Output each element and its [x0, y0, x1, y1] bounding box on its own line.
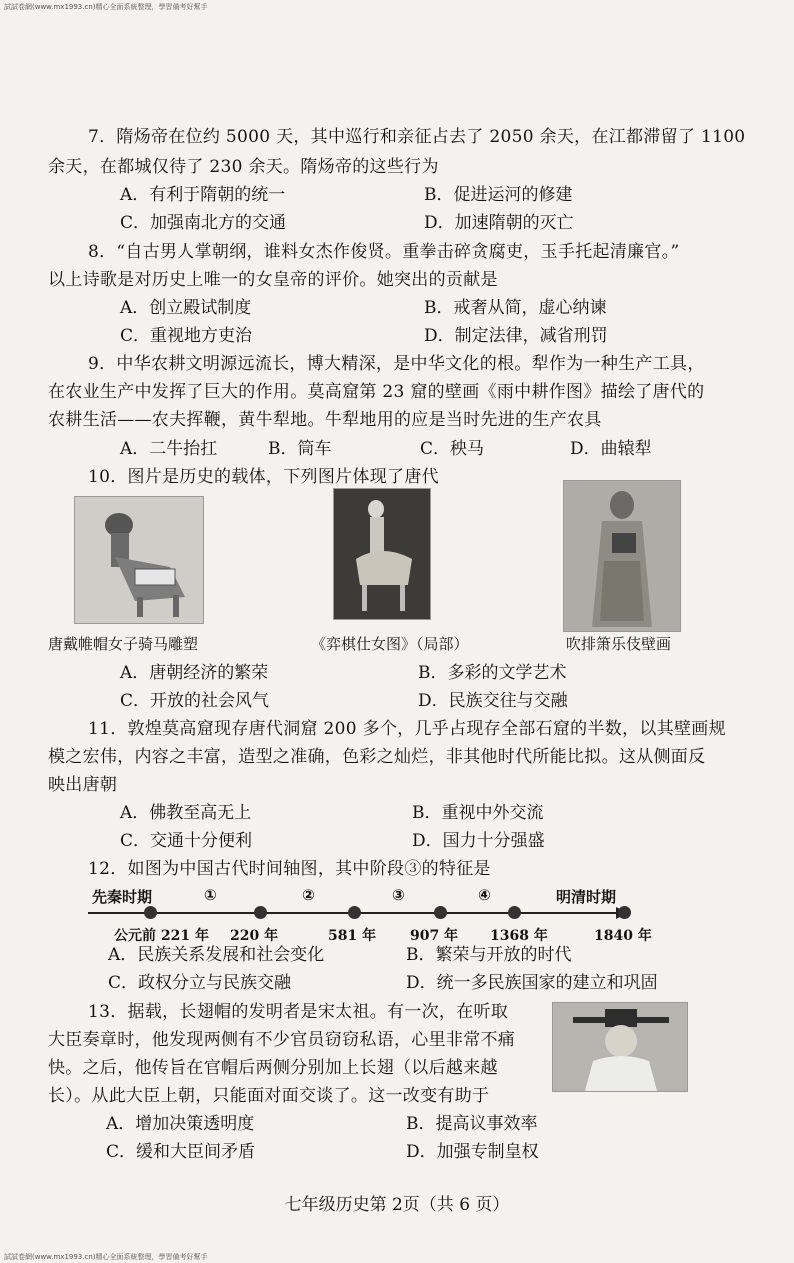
q13-stem-line2: 大臣奏章时，他发现两侧有不少官员窃窃私语，心里非常不痛: [48, 1030, 516, 1050]
q7-option-a[interactable]: A．有利于隋朝的统一: [120, 185, 286, 205]
timeline-dot: [348, 906, 361, 919]
q13-option-d[interactable]: D．加强专制皇权: [406, 1142, 539, 1162]
caption-2: 《弈棋仕女图》（局部）: [311, 635, 469, 653]
timeline-end-label: 明清时期: [556, 888, 617, 906]
q12-option-b[interactable]: B．繁荣与开放的时代: [406, 945, 572, 965]
timeline-stage-2: ②: [302, 886, 315, 904]
q10-option-c[interactable]: C．开放的社会风气: [120, 691, 270, 711]
timeline-start-label: 先秦时期: [92, 888, 153, 906]
q11-option-c[interactable]: C．交通十分便利: [120, 831, 253, 851]
q10-option-b[interactable]: B．多彩的文学艺术: [418, 663, 567, 683]
tang-veiled-woman-on-horse-image: [75, 497, 203, 623]
q7-stem-line1: 7．隋炀帝在位约 5000 天，其中巡行和亲征占去了 2050 余天，在江都滞留了 1100: [88, 127, 746, 147]
timeline-dot: [434, 906, 447, 919]
q10-option-a[interactable]: A．唐朝经济的繁荣: [120, 663, 269, 683]
q12-stem: 12．如图为中国古代时间轴图，其中阶段③的特征是: [88, 859, 491, 879]
timeline-dot: [508, 906, 521, 919]
painting-photo: [333, 488, 431, 620]
watermark-bottom: 試試卷網(www.mx1993.cn)精心全面系統整理，學習備考好幫手: [4, 1253, 208, 1261]
timeline-stage-4: ④: [478, 886, 491, 904]
q10-option-d[interactable]: D．民族交往与交融: [418, 691, 568, 711]
q8-option-a[interactable]: A．创立殿试制度: [120, 298, 252, 318]
q10-stem: 10．图片是历史的载体，下列图片体现了唐代: [88, 467, 439, 487]
panpipe-musician-mural-image: [564, 481, 680, 631]
timeline-year: 907 年: [410, 928, 459, 944]
q13-option-b[interactable]: B．提高议事效率: [406, 1114, 538, 1134]
q8-option-b[interactable]: B．戒奢从简，虚心纳谏: [424, 298, 607, 318]
emperor-photo: [552, 1002, 688, 1092]
q7-option-d[interactable]: D．加速隋朝的灭亡: [424, 213, 574, 233]
q9-option-a[interactable]: A．二牛抬扛: [120, 439, 218, 459]
q12-option-a[interactable]: A．民族关系发展和社会变化: [108, 945, 325, 965]
caption-1: 唐戴帷帽女子骑马雕塑: [48, 635, 199, 653]
watermark-top: 試試卷網(www.mx1993.cn)精心全面系統整理，學習備考好幫手: [4, 3, 208, 11]
q8-stem-line2: 以上诗歌是对历史上唯一的女皇帝的评价。她突出的贡献是: [48, 270, 498, 290]
q11-stem-line1: 11．敦煌莫高窟现存唐代洞窟 200 多个，几乎占现存全部石窟的半数，以其壁画规: [88, 719, 726, 739]
caption-3: 吹排箫乐伎壁画: [566, 635, 672, 653]
mural-photo: [563, 480, 681, 632]
timeline-year: 220 年: [230, 928, 279, 944]
q9-stem-line3: 农耕生活——农夫挥鞭，黄牛犁地。牛犁地用的应是当时先进的生产农具: [48, 410, 602, 430]
q12-option-c[interactable]: C．政权分立与民族交融: [108, 973, 292, 993]
q9-option-c[interactable]: C．秧马: [420, 439, 485, 459]
q8-option-d[interactable]: D．制定法律，减省刑罚: [424, 326, 608, 346]
q7-stem-line2: 余天，在都城仅待了 230 余天。隋炀帝的这些行为: [48, 157, 439, 177]
timeline-dot: [618, 906, 631, 919]
q12-option-d[interactable]: D．统一多民族国家的建立和巩固: [406, 973, 658, 993]
q11-option-a[interactable]: A．佛教至高无上: [120, 803, 252, 823]
figurine-photo: [74, 496, 204, 624]
q7-option-b[interactable]: B．促进运河的修建: [424, 185, 573, 205]
timeline-year: 1840 年: [594, 928, 652, 944]
q11-stem-line3: 映出唐朝: [48, 775, 118, 795]
q9-option-b[interactable]: B．筒车: [268, 439, 332, 459]
q11-stem-line2: 模之宏伟，内容之丰富，造型之准确，色彩之灿烂，非其他时代所能比拟。这从侧面反: [48, 747, 706, 767]
q9-stem-line1: 9．中华农耕文明源远流长，博大精深，是中华文化的根。犁作为一种生产工具，: [88, 354, 705, 374]
timeline-dot: [144, 906, 157, 919]
timeline-stage-3: ③: [392, 886, 405, 904]
timeline-year: 公元前 221 年: [114, 928, 209, 944]
page-footer: 七年级历史第 2页（共 6 页）: [284, 1195, 510, 1215]
q11-option-b[interactable]: B．重视中外交流: [412, 803, 544, 823]
q8-stem-line1: 8．“自古男人掌朝纲，谁料女杰作俊贤。重拳击碎贪腐吏，玉手托起清廉官。”: [88, 242, 680, 262]
q13-stem-line3: 快。之后，他传旨在官帽后两侧分别加上长翅（以后越来越: [48, 1058, 498, 1078]
q13-option-a[interactable]: A．增加决策透明度: [106, 1114, 255, 1134]
q13-stem-line1: 13．据载，长翅帽的发明者是宋太祖。有一次，在听取: [88, 1002, 509, 1022]
timeline-year: 581 年: [328, 928, 377, 944]
timeline-dot: [254, 906, 267, 919]
q9-stem-line2: 在农业生产中发挥了巨大的作用。莫高窟第 23 窟的壁画《雨中耕作图》描绘了唐代的: [48, 382, 705, 402]
timeline-year: 1368 年: [490, 928, 548, 944]
q7-option-c[interactable]: C．加强南北方的交通: [120, 213, 287, 233]
weiqi-ladies-painting-image: [334, 489, 430, 619]
q11-option-d[interactable]: D．国力十分强盛: [412, 831, 545, 851]
song-emperor-portrait-image: [553, 1003, 687, 1091]
q9-option-d[interactable]: D．曲辕犁: [570, 439, 652, 459]
q13-stem-line4: 长）。从此大臣上朝，只能面对面交谈了。这一改变有助于: [48, 1086, 490, 1106]
q13-option-c[interactable]: C．缓和大臣间矛盾: [106, 1142, 256, 1162]
q8-option-c[interactable]: C．重视地方吏治: [120, 326, 253, 346]
timeline-stage-1: ①: [204, 886, 217, 904]
